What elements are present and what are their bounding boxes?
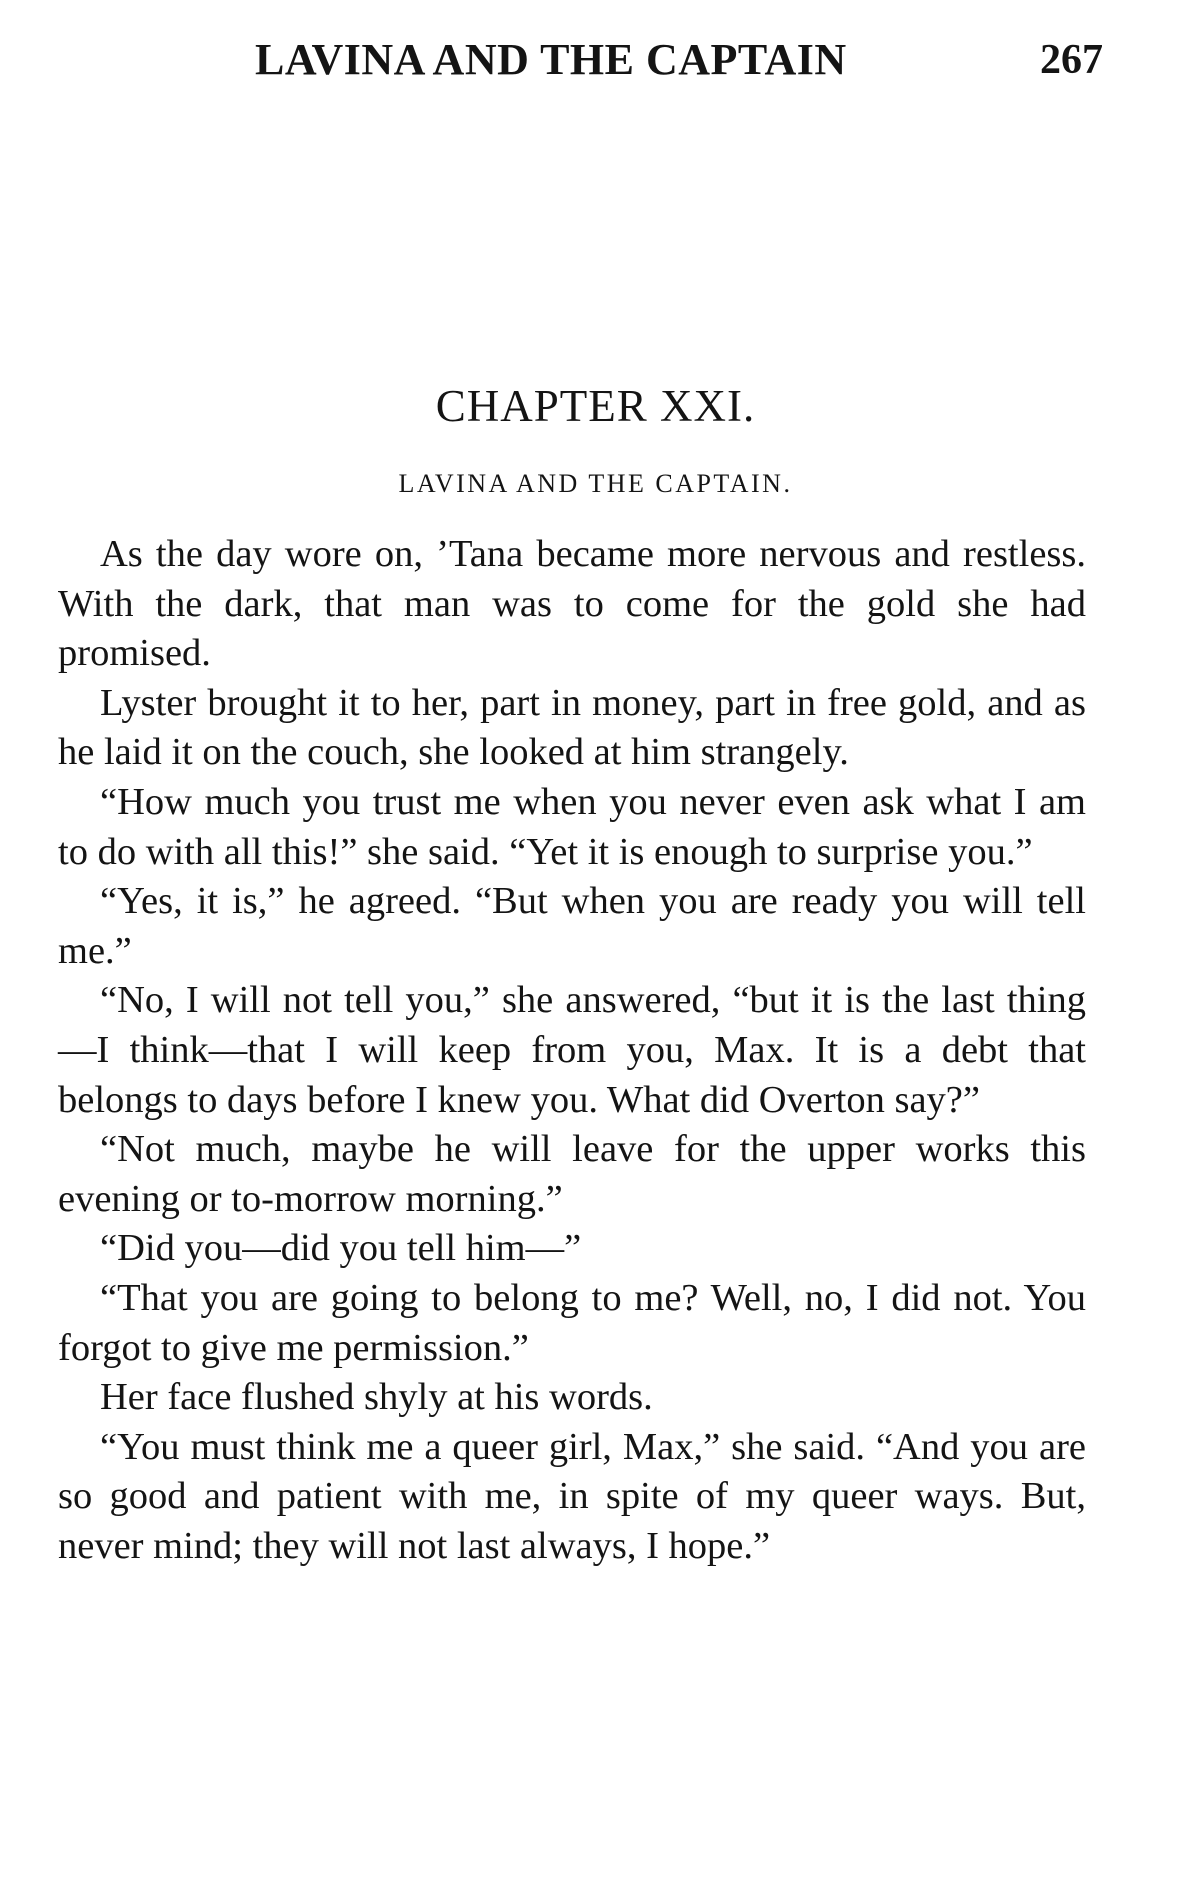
paragraph: Her face flushed shyly at his words. [100, 1376, 653, 1419]
page-number: 267 [1040, 37, 1103, 83]
chapter-subtitle: LAVINA AND THE CAPTAIN. [398, 469, 793, 498]
paragraph: “Did you—did you tell him—” [100, 1227, 582, 1270]
paragraph: “How much you trust me when you never even ask what I am to do with all this!” she said. “Yet it is enough to surprise you.” [58, 780, 1086, 873]
paragraph: Lyster brought it to her, part in money, part in free gold, and as he laid it on the couch, she looked at him strangely. [58, 681, 1086, 774]
paragraph: “Yes, it is,” he agreed. “But when you are ready you will tell me.” [58, 880, 1086, 972]
body-text [58, 530, 1086, 1571]
running-title: LAVINA AND THE CAPTAIN [255, 35, 847, 84]
chapter-heading: CHAPTER XXI. [435, 381, 756, 431]
running-header [255, 30, 1103, 90]
paragraph: As the day wore on, ’Tana became more nervous and restless. With the dark, that man was to come for the gold she had promised. [58, 533, 1086, 675]
paragraph: “That you are going to belong to me? Well, no, I did not. You forgot to give me permission.” [58, 1276, 1086, 1369]
paragraph: “No, I will not tell you,” she answered, “but it is the last thing—I think—that I will keep from you, Max. It is a debt that belongs to days before I knew you. What did Overton say?” [58, 979, 1086, 1121]
paragraph: “You must think me a queer girl, Max,” she said. “And you are so good and patient with me, in spite of my queer ways. But, never mind; they will not last always, I hope.” [58, 1425, 1086, 1567]
paragraph: “Not much, maybe he will leave for the upper works this evening or to-morrow morning.” [58, 1128, 1086, 1220]
